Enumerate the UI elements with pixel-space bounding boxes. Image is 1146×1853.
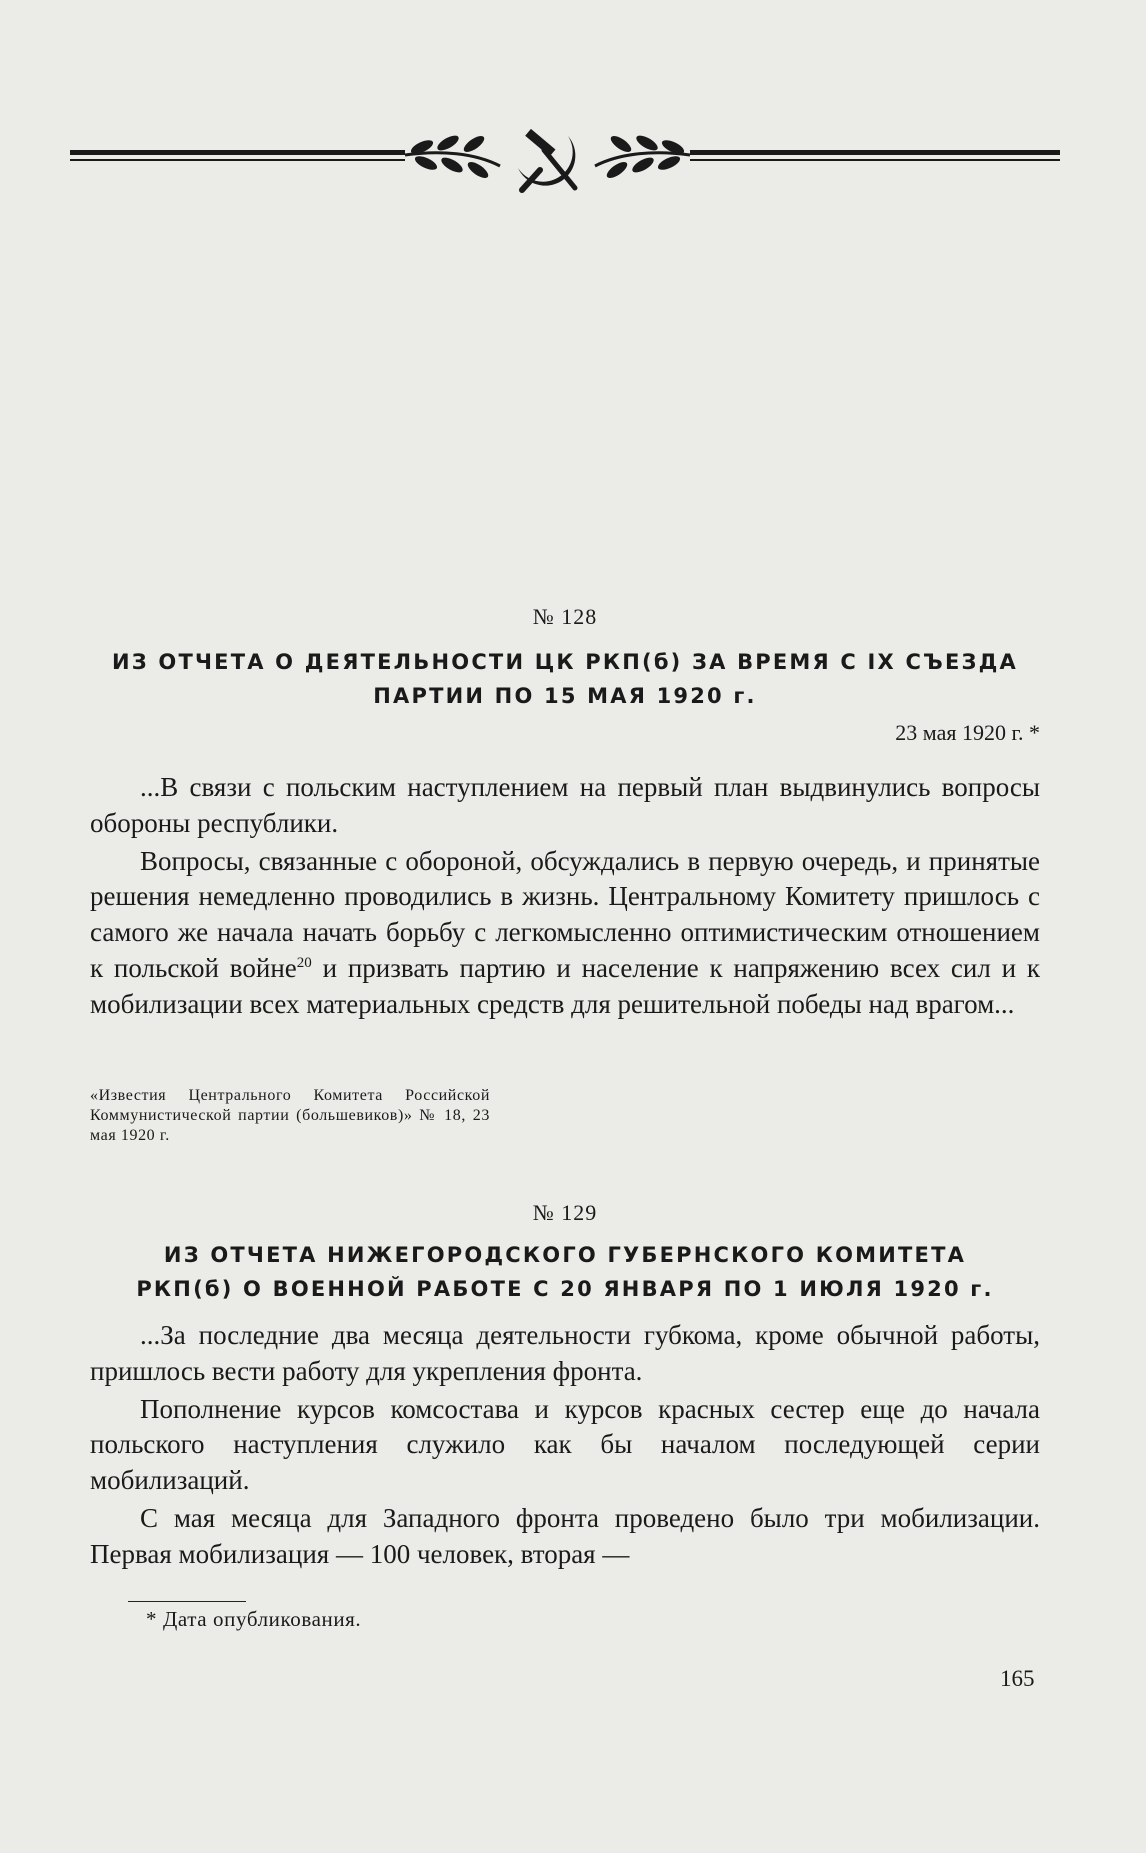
doc-128-title	[90, 645, 1040, 713]
hammer-and-sickle-icon	[518, 129, 575, 190]
doc-128-title-line-2: ПАРТИИ ПО 15 МАЯ 1920 г.	[373, 684, 757, 708]
left-rule	[70, 150, 405, 161]
doc-128-paragraph-part: и призвать партию и население к напряжению всех сил и к мобилизации всех материальных средств для решительной победы над врагом...	[90, 952, 1041, 1019]
doc-128-paragraph-part: Вопросы, связанные с обороной, обсуждались в первую очередь, и принятые решения немедленно проводились в жизнь. Центральному Комитету пришлось с самого же начала начать борьбу с легкомысленно оптимистическим отношением к польской войне	[90, 845, 1040, 983]
doc-128-paragraph: ...В связи с польским наступлением на первый план выдвинулись вопросы обороны республики.	[90, 772, 1040, 838]
header-ornament	[70, 128, 1060, 208]
doc-129-number: № 129	[532, 1200, 598, 1225]
doc-128-paragraph	[90, 844, 1040, 1023]
doc-129-paragraph: Пополнение курсов комсостава и курсов красных сестер еще до начала польского наступления служило как бы началом последующей серии мобилизаций.	[90, 1393, 1040, 1496]
doc-128-body	[90, 770, 1040, 1023]
doc-128-number: № 128	[532, 604, 598, 629]
doc-128-date: 23 мая 1920 г. *	[895, 720, 1040, 745]
doc-128-title-line-1: ИЗ ОТЧЕТА О ДЕЯТЕЛЬНОСТИ ЦК РКП(б) ЗА ВРЕМЯ С IX СЪЕЗДА	[112, 650, 1018, 674]
doc-129-paragraph: ...За последние два месяца деятельности губкома, кроме обычной работы, пришлось вести работу для укрепления фронта.	[90, 1320, 1040, 1386]
doc-129-title-line-1: ИЗ ОТЧЕТА НИЖЕГОРОДСКОГО ГУБЕРНСКОГО КОМИТЕТА	[163, 1243, 967, 1267]
right-rule	[690, 150, 1060, 161]
doc-129-title-line-2: РКП(б) О ВОЕННОЙ РАБОТЕ С 20 ЯНВАРЯ ПО 1 ИЮЛЯ 1920 г.	[136, 1277, 994, 1301]
doc-129-body	[90, 1318, 1040, 1573]
doc-129-title	[90, 1238, 1040, 1306]
page-number: 165	[1000, 1666, 1035, 1691]
footnote-ref: 20	[296, 954, 312, 971]
doc-129-paragraph: С мая месяца для Западного фронта проведено было три мобилизации. Первая мобилизация — 100 человек, вторая —	[90, 1502, 1040, 1569]
doc-128-source: «Известия Центрального Комитета Российской Коммунистической партии (большевиков)» № 18, 23 мая 1920 г.	[90, 1087, 490, 1144]
footnote-divider	[128, 1601, 246, 1602]
footnote: * Дата опубликования.	[146, 1607, 362, 1631]
